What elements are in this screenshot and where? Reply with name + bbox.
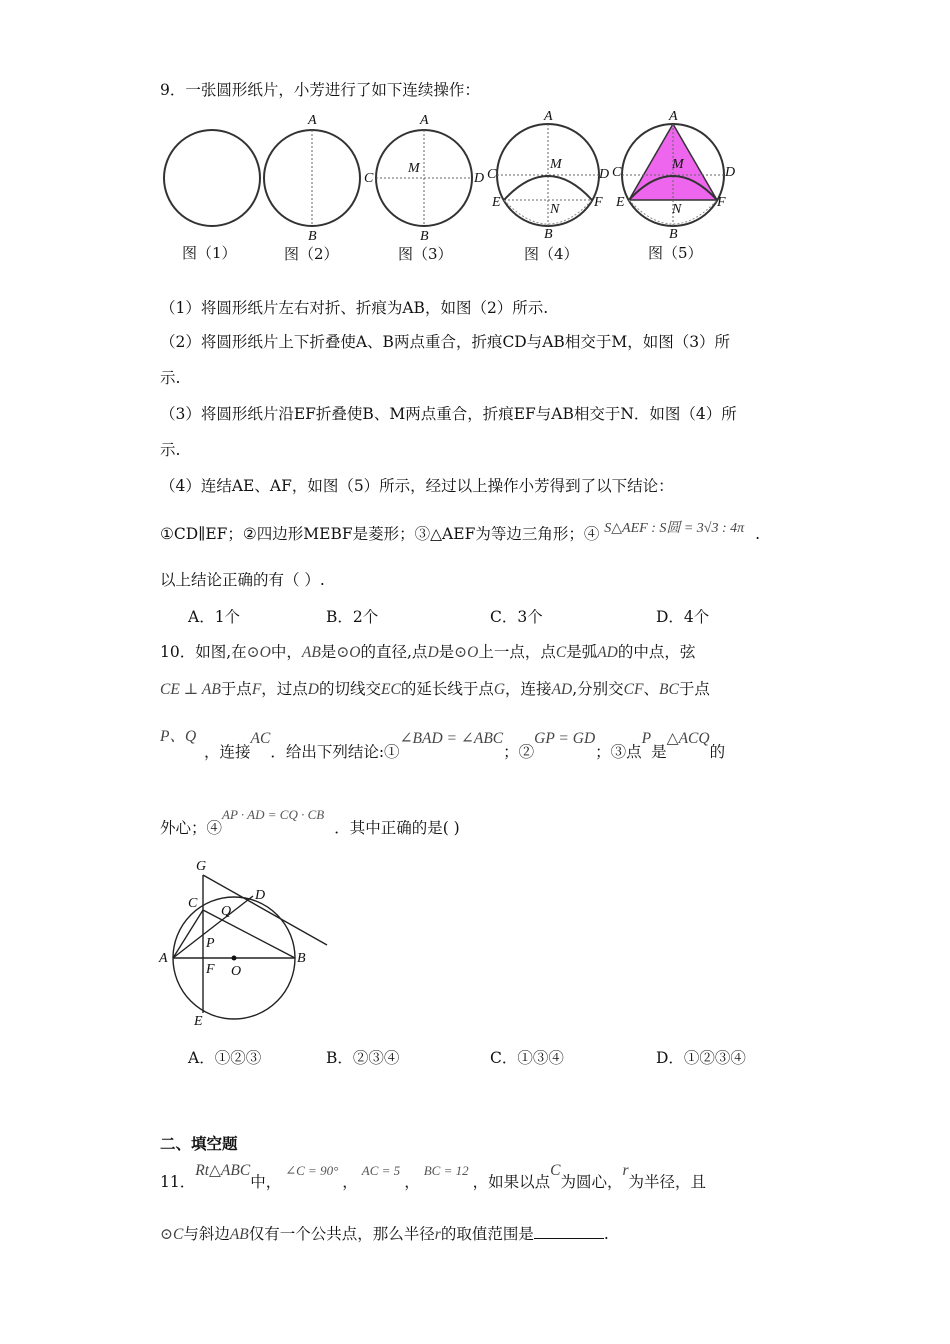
q10-l3f: 的: [709, 743, 726, 761]
q9-fig5-label-c: C: [612, 165, 622, 180]
q10-l2c: 的切线交: [319, 680, 382, 698]
q10-fig-label-o: O: [231, 964, 242, 979]
q10-l1c: 是: [320, 643, 337, 661]
q10-l3d: ；③点: [595, 743, 642, 761]
q10-l1h: 的中点，弦: [617, 643, 696, 661]
q9-step3-line1: （3）将圆形纸片沿EF折叠使B、M两点重合，折痕EF与AB相交于N．如图（4）所: [160, 405, 737, 423]
q11-r-1: r: [622, 1162, 629, 1179]
q9-fig2-label-a: A: [308, 113, 317, 128]
section2-title: 二、填空题: [160, 1134, 238, 1153]
q10-d-2: D: [307, 681, 319, 698]
q11-rt: Rt△ABC: [195, 1162, 251, 1179]
q10-l1d: 的直径,点: [360, 643, 428, 661]
q10-ec: EC: [381, 681, 401, 698]
q11-answer-blank[interactable]: [534, 1224, 604, 1239]
q10-option-b[interactable]: B．②③④: [326, 1049, 400, 1067]
q11-comma-2: ，: [404, 1173, 420, 1191]
q10-c1: ∠BAD = ∠ABC: [399, 730, 504, 747]
q10-circle-o-1: ⊙O: [246, 644, 271, 661]
q10-fig-label-p: P: [206, 936, 215, 951]
q10-c3: △ACQ: [666, 730, 710, 747]
q11-a: 中，: [250, 1173, 282, 1191]
q11-comma-1: ，: [342, 1173, 358, 1191]
q9-step3-line2: 示.: [160, 441, 181, 459]
q11-line1: [160, 1162, 707, 1192]
q9-option-a[interactable]: A．1个: [188, 608, 241, 626]
q10-line1: [160, 640, 695, 662]
q10-fig-label-b: B: [297, 951, 306, 966]
q10-sep: 、: [643, 680, 659, 698]
q9-fig3-label-m: M: [408, 161, 420, 176]
q10-fig-label-d: D: [255, 888, 266, 903]
q10-c: C: [555, 644, 567, 661]
q9-conclusions-period: .: [755, 525, 761, 543]
q10-cf: CF: [623, 681, 644, 698]
q10-figure: [155, 855, 340, 1030]
q9-fig3-label-b: B: [420, 229, 429, 240]
q9-fig4-label-n: N: [550, 202, 560, 217]
q9-conclusions: [160, 522, 760, 544]
q9-fig4-label-c: C: [487, 167, 497, 182]
q9-fig4-label-b: B: [544, 227, 553, 240]
q10-l3a: ，连接: [204, 743, 251, 761]
q11-g: 的取值范围是: [440, 1225, 534, 1243]
q10-c4: AP · AD = CQ · CB: [222, 807, 325, 822]
q10-bc: BC: [659, 681, 679, 698]
q9-fig5-label-e: E: [616, 195, 625, 210]
q9-option-d[interactable]: D．4个: [656, 608, 710, 626]
q11-e: 与斜边: [183, 1225, 230, 1243]
q10-l2g: 于点: [678, 680, 710, 698]
q9-option-c[interactable]: C．3个: [490, 608, 543, 626]
q9-fig3-label-c: C: [364, 171, 374, 186]
q10-l2e: ，连接: [505, 680, 552, 698]
q9-fig3-label-a: A: [420, 113, 429, 128]
q9-fig5-label-n: N: [672, 202, 682, 217]
q10-fig-label-a: A: [159, 951, 168, 966]
q11-f: 仅有一个公共点，那么半径: [248, 1225, 435, 1243]
q9-fig5-label-f: F: [717, 195, 726, 210]
q10-fig-label-q: Q: [221, 904, 232, 919]
q9-fig4-label-m: M: [550, 157, 562, 172]
q10-ab: AB: [301, 644, 321, 661]
q10-p-q: P、Q: [160, 728, 197, 745]
q10-l3c: ；②: [503, 743, 535, 761]
q9-fig4-caption: 图（4）: [524, 245, 579, 263]
q10-l1a: 10．如图,在: [160, 643, 247, 661]
q11-d: 为半径，且: [628, 1173, 707, 1191]
q10-f: F: [251, 681, 262, 698]
q9-stem: 9．一张圆形纸片，小芳进行了如下连续操作：: [160, 81, 480, 99]
q10-option-c[interactable]: C．①③④: [490, 1049, 564, 1067]
q10-l1g: 是弧: [566, 643, 598, 661]
q11-circle-c: ⊙C: [160, 1226, 184, 1243]
q9-step1: （1）将圆形纸片左右对折、折痕为AB，如图（2）所示.: [160, 299, 549, 317]
q11-num: 11．: [160, 1173, 196, 1191]
q10-l2d: 的延长线于点: [400, 680, 494, 698]
q11-angle: ∠C = 90°: [285, 1163, 339, 1178]
q10-l4a: 外心；④: [160, 819, 223, 837]
q10-c2: GP = GD: [534, 730, 596, 747]
q9-fig3-label-d: D: [474, 171, 485, 186]
q9-fig1-circle: [164, 130, 260, 226]
q9-fig4-label-e: E: [492, 195, 501, 210]
q9-fig5-label-a: A: [669, 109, 678, 124]
q10-ce-perp-ab: CE ⊥ AB: [160, 681, 221, 698]
q10-p: P: [641, 730, 652, 747]
q11-b: ，如果以点: [472, 1173, 551, 1191]
q10-line3: [204, 730, 726, 762]
q11-end: .: [603, 1225, 609, 1243]
q9-figures: [150, 100, 770, 240]
q10-l2b: ，过点: [261, 680, 308, 698]
q11-bc: BC = 12: [423, 1163, 469, 1178]
q10-fig-label-f: F: [206, 962, 215, 977]
q10-circle-o-2: ⊙O: [336, 644, 361, 661]
q10-l2f: ,分别交: [572, 680, 624, 698]
q9-step2-line2: 示.: [160, 369, 181, 387]
q9-fig5-label-d: D: [725, 165, 736, 180]
q9-fig4-label-a: A: [544, 109, 553, 124]
q9-option-b[interactable]: B．2个: [326, 608, 379, 626]
q10-fig-label-e: E: [194, 1014, 203, 1029]
q10-circle-o-3: ⊙O: [454, 644, 479, 661]
q9-fig4-label-d: D: [599, 167, 610, 182]
q9-fig1-caption: 图（1）: [182, 244, 237, 262]
q11-line2: [160, 1222, 609, 1244]
q10-l2a: 于点: [220, 680, 252, 698]
q9-fig4-label-f: F: [594, 195, 603, 210]
q11-r-2: r: [434, 1226, 441, 1243]
q9-fig5-label-m: M: [672, 157, 684, 172]
q9-fig2-caption: 图（2）: [284, 245, 339, 263]
q11-c-text: 为圆心，: [560, 1173, 623, 1191]
q10-l3e: 是: [651, 743, 667, 761]
q10-l4b: ．其中正确的是( ): [334, 819, 460, 837]
q10-l1e: 是: [438, 643, 455, 661]
q9-fig3-caption: 图（3）: [398, 245, 453, 263]
q10-option-a[interactable]: A．①②③: [188, 1049, 262, 1067]
q10-d-1: D: [427, 644, 439, 661]
q10-l1b: 中，: [270, 643, 302, 661]
q10-fig-label-g: G: [196, 859, 207, 874]
q9-fig5-caption: 图（5）: [648, 244, 703, 262]
q10-ac: AC: [250, 730, 271, 747]
q10-center-dot: [232, 956, 237, 961]
q10-option-d[interactable]: D．①②③④: [656, 1049, 746, 1067]
q9-step2-line1: （2）将圆形纸片上下折叠使A、B两点重合，折痕CD与AB相交于M，如图（3）所: [160, 333, 731, 351]
q11-c: C: [550, 1162, 561, 1179]
q9-fig2-label-b: B: [308, 229, 317, 240]
q10-g: G: [493, 681, 506, 698]
q9-step4: （4）连结AE、AF，如图（5）所示，经过以上操作小芳得到了以下结论：: [160, 477, 674, 495]
q10-ad-2: AD: [551, 681, 573, 698]
q10-l3b: ．给出下列结论:①: [270, 743, 400, 761]
q10-l1f: 上一点，点: [478, 643, 556, 661]
q10-pq: [160, 724, 196, 746]
q10-line2: [160, 677, 710, 699]
q11-ac: AC = 5: [361, 1163, 401, 1178]
q9-fig5-label-b: B: [669, 227, 678, 240]
q9-ask: 以上结论正确的有（ ）.: [160, 571, 325, 589]
q9-conclusions-text: ①CD∥EF；②四边形MEBF是菱形；③△AEF为等边三角形；④: [160, 525, 600, 543]
q10-ad-1: AD: [597, 644, 618, 661]
q10-fig-label-c: C: [188, 896, 198, 911]
q11-ab: AB: [229, 1226, 249, 1243]
q9-conclusion4-formula: S△AEF : S圆 = 3√3 : 4π: [604, 521, 745, 536]
